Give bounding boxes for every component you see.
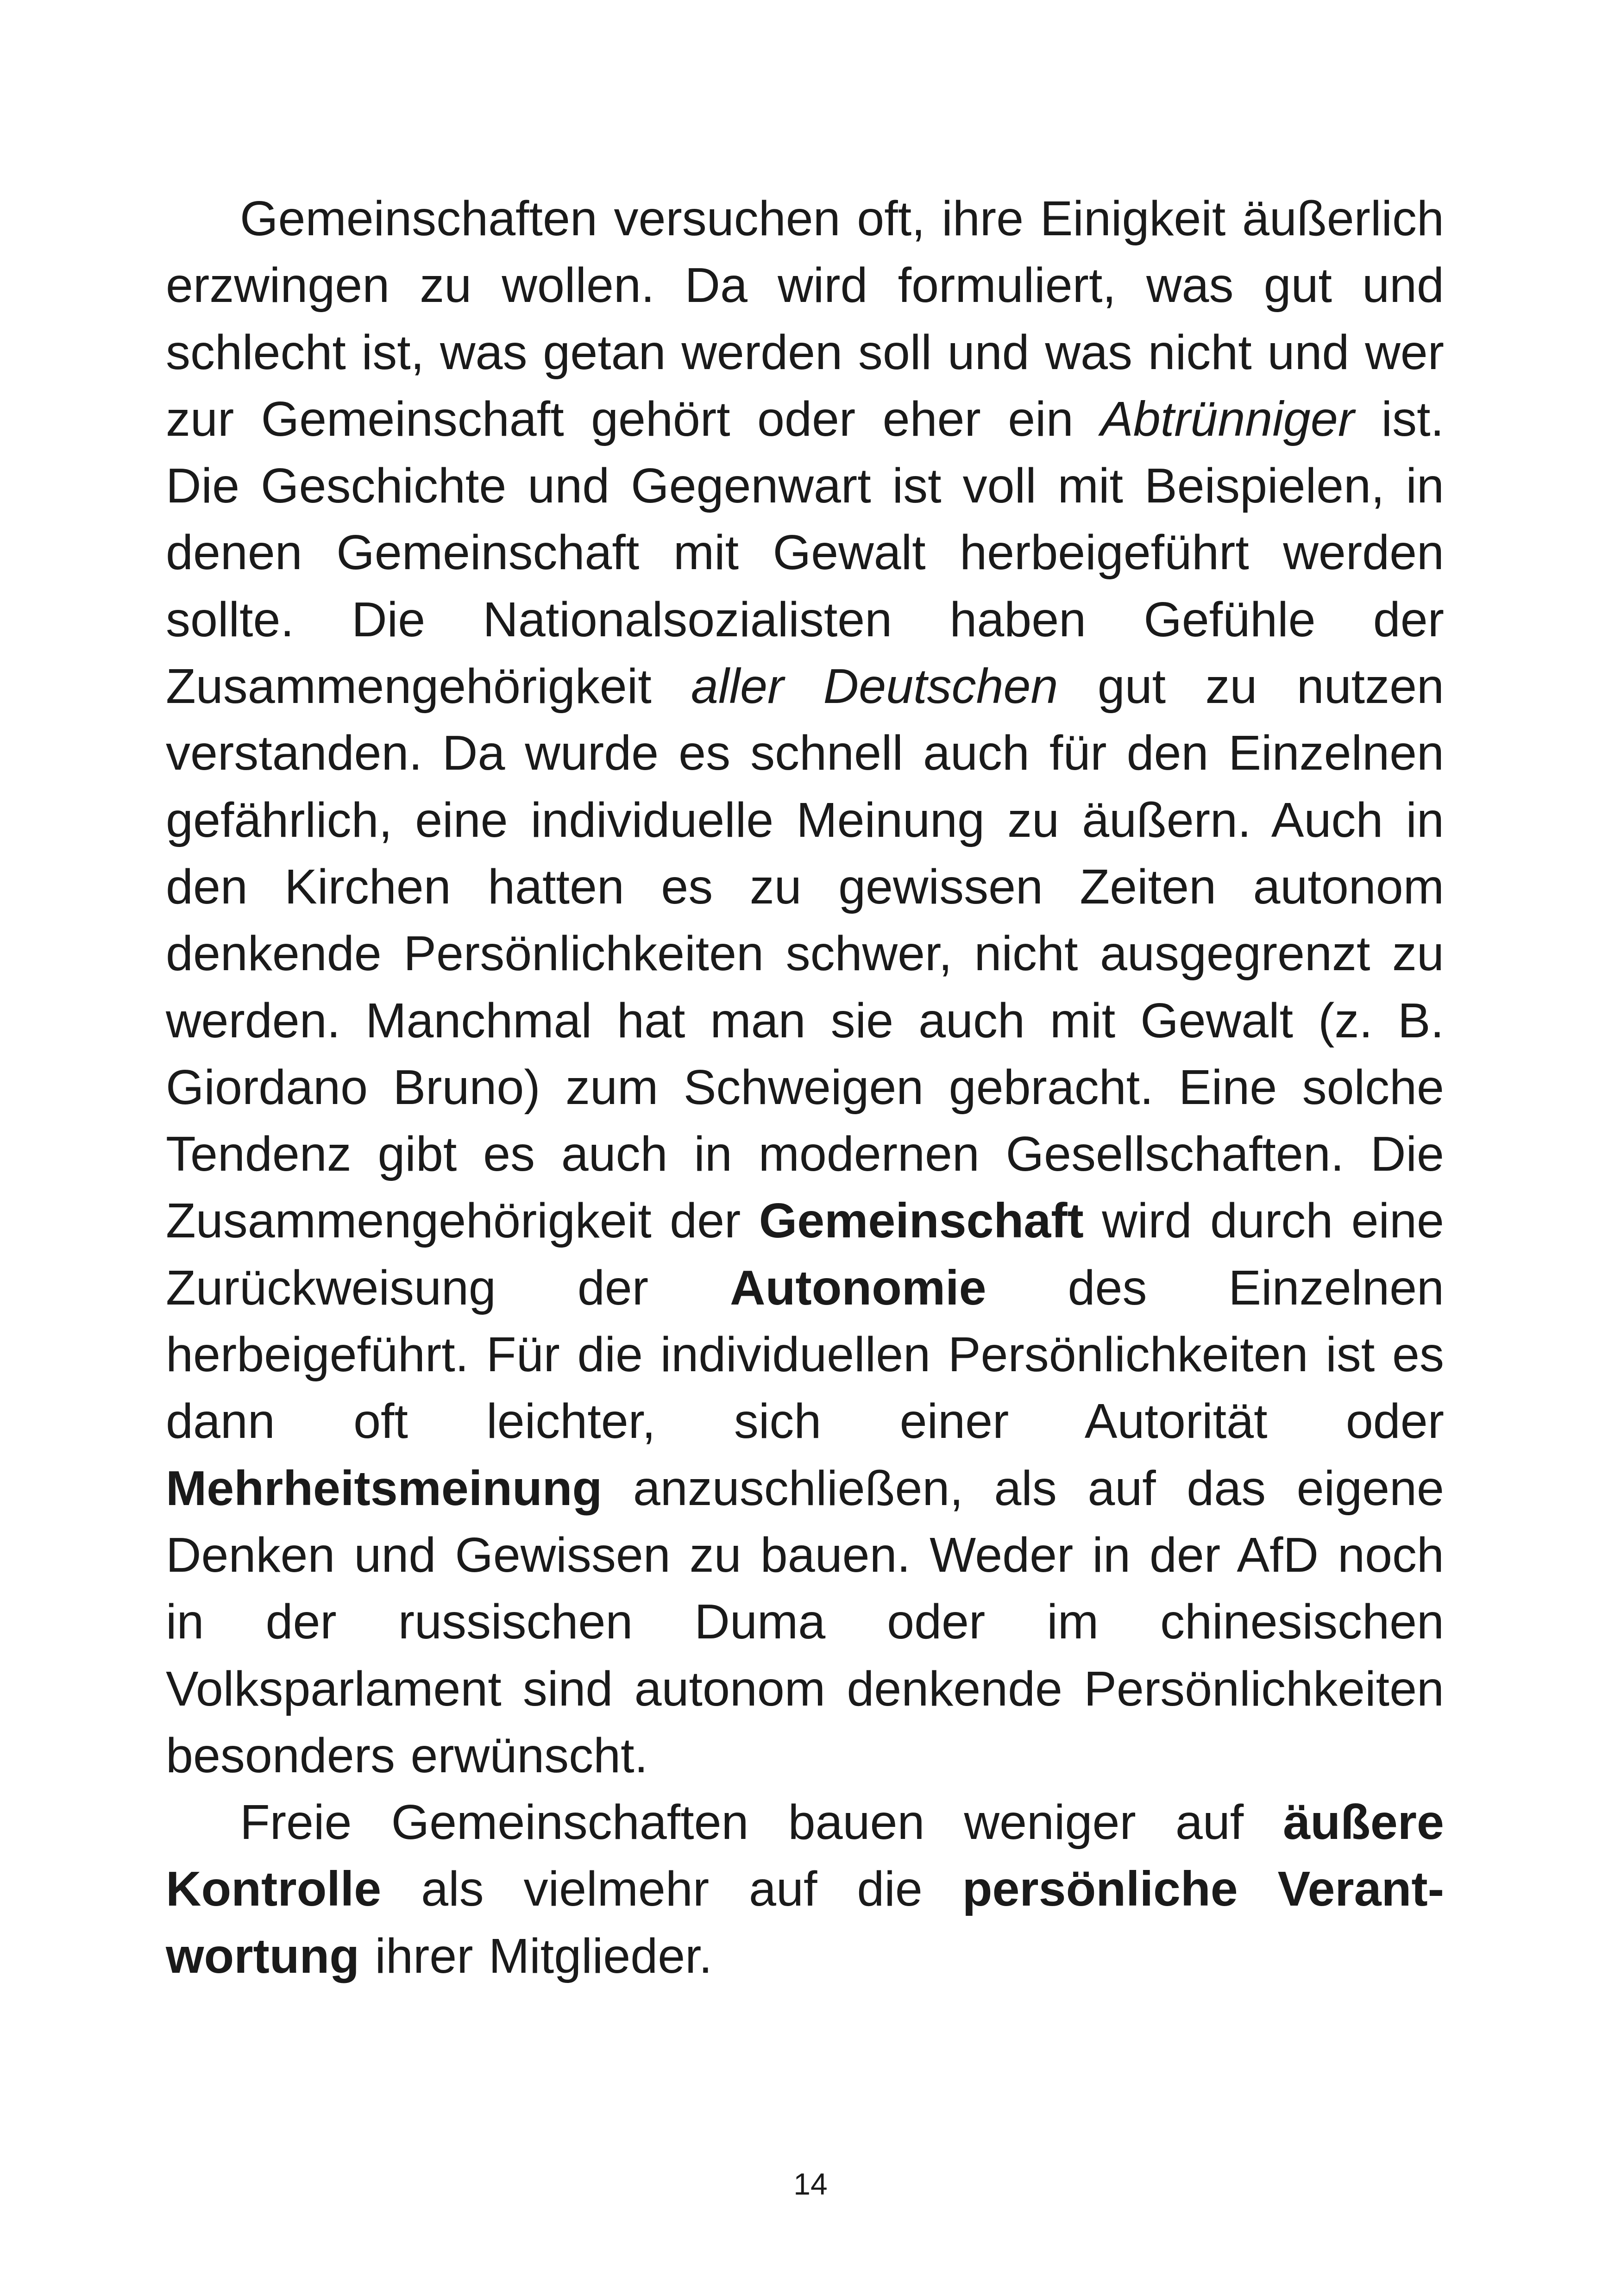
bold-segment: persönliche Verantwortung [166, 1862, 1444, 1983]
text-segment: des Einzelnen herbeigeführt. Für die individuellen Persönlichkeiten ist es dann oft leichter, sich einer Autorität oder [166, 1260, 1444, 1449]
bold-segment: äußere Kontrolle [166, 1795, 1444, 1917]
bold-segment: Gemeinschaft [759, 1193, 1084, 1248]
text-segment: Freie Gemeinschaften bauen weniger auf [240, 1795, 1283, 1850]
body-text [166, 185, 1444, 1989]
paragraph-1 [166, 185, 1444, 1789]
text-segment: gut zu nutzen verstanden. Da wurde es schnell auch für den Einzelnen gefährlich, eine individuelle Meinung zu äußern. Auch in den Kirchen hatten es zu gewissen Zeiten autonom denkende Persönlichkeiten schwer, nicht ausgegrenzt zu werden. Manchmal hat man sie auch mit Gewalt (z. B. Giordano Bruno) zum Schweigen gebracht. Eine solche Tendenz gibt es auch in modernen Gesellschaften. Die Zusammengehörigkeit der [166, 659, 1445, 1248]
page-number: 14 [793, 2167, 828, 2201]
bold-segment: Autonomie [730, 1260, 986, 1315]
text-segment: ihrer Mitglieder. [359, 1928, 713, 1983]
bold-segment: Mehrheitsmeinung [166, 1461, 603, 1516]
text-segment: als vielmehr auf die [381, 1862, 962, 1917]
text-segment: wird durch eine Zurückweisung der [166, 1193, 1444, 1315]
text-segment: Gemeinschaften versuchen oft, ihre Einigkeit äußerlich erzwingen zu wollen. Da wird formuliert, was gut und schlecht ist, was getan werden soll und was nicht und wer zur Gemeinschaft gehört oder eher ein [166, 191, 1444, 446]
text-segment: ist. Die Geschichte und Gegenwart ist voll mit Beispielen, in denen Gemeinschaft mit Gewalt herbeigeführt werden sollte. Die Nationalsozialisten haben Gefühle der Zusammengehörigkeit [166, 391, 1445, 714]
paragraph-2 [166, 1789, 1444, 1989]
text-segment: anzuschließen, als auf das eigene Denken und Gewissen zu bauen. Weder in der AfD noch in der russischen Duma oder im chinesischen Volksparlament sind autonom denkende Persönlichkeiten besonders erwünscht. [166, 1461, 1444, 1783]
italic-segment: aller Deutschen [691, 659, 1058, 714]
italic-segment: Abtrünniger [1100, 391, 1355, 446]
